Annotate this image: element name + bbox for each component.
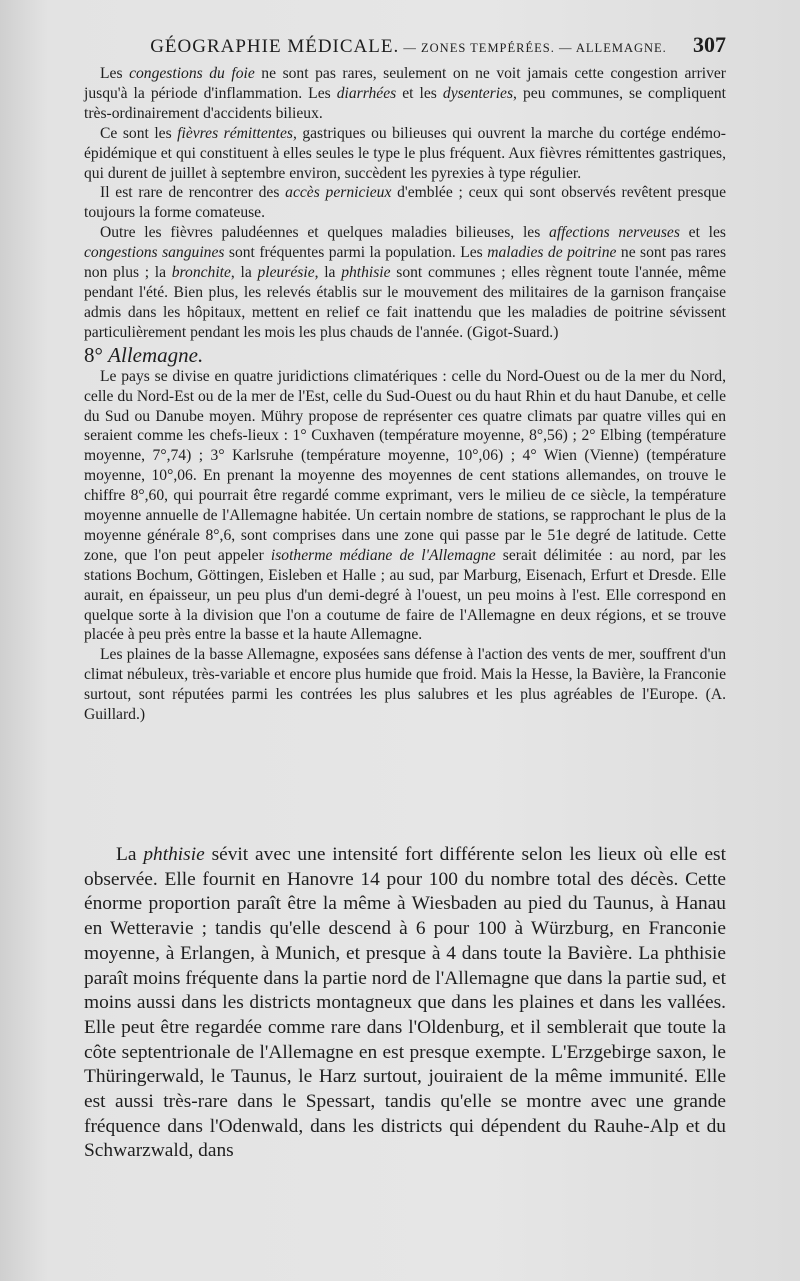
paragraph-phthisis: La phthisie sévit avec une intensité fort différente selon les lieux où elle est observée. Elle fournit en Hanovre 14 pour 100 du nombre total des décès. Cette énorme proportion paraît être la même à Wiesbaden au pied du Taunus, à Hanau en Wetteravie ; tandis qu'elle descend à 6 pour 100 à Würzburg, en Franconie moyenne, à Erlangen, à Munich, et presque à 4 dans toute la Bavière. La phthisie paraît moins fréquente dans la partie nord de l'Allemagne que dans la partie sud, et moins aussi dans les districts montagneux que dans les plaines et dans les vallées. Elle peut être regardée comme rare dans l'Oldenburg, et il semblerait que toute la côte septentrionale de l'Allemagne en est presque exempte. L'Erzgebirge saxon, le Thüringerwald, le Taunus, le Harz surtout, jouiraient de la même immunité. Elle est aussi très-rare dans le Spessart, tandis qu'elle se montre avec une grande fréquence dans l'Odenwald, dans les districts qui dépendent du Rauhe-Alp et du Schwarzwald, dans xyxy=(84,844,726,1162)
section-number: 8° xyxy=(84,342,109,367)
running-header xyxy=(84,32,726,56)
small-print-section xyxy=(84,64,726,725)
running-title-sub: — ZONES TEMPÉRÉES. — ALLEMAGNE. xyxy=(399,41,667,55)
paragraph-pernicious-attacks: Il est rare de rencontrer des accès pernicieux d'emblée ; ceux qui sont observés revêtent presque toujours la forme comateuse. xyxy=(84,184,726,222)
paragraph-liver-congestion: Les congestions du foie ne sont pas rares, seulement on ne voit jamais cette congestion arriver jusqu'à la période d'inflammation. Les diarrhées et les dysenteries, peu communes, se compliquent très-ordinairement d'accidents bilieux. xyxy=(84,65,727,122)
large-print-section xyxy=(84,843,726,1164)
section-heading xyxy=(84,343,726,367)
section-title: Allemagne. xyxy=(108,342,204,367)
running-title-main: GÉOGRAPHIE MÉDICALE. xyxy=(150,36,400,57)
paragraph-climatic-divisions: Le pays se divise en quatre juridictions climatériques : celle du Nord-Ouest ou de la mer du Nord, celle du Nord-Est ou de la mer de l'Est, celle du Sud-Ouest ou du haut Rhin et du haut Danube, et celle du Sud ou Danube moyen. Mühry propose de représenter ces quatre climats par quatre villes qui en seraient comme les chefs-lieux : 1° Cuxhaven (température moyenne, 8°,56) ; 2° Elbing (température moyenne, 7°,74) ; 3° Karlsruhe (température moyenne, 10°,06) ; 4° Wien (Vienne) (température moyenne, 10°,06. En prenant la moyenne des moyennes de cent stations allemandes, on trouve le chiffre 8°,60, qui pourrait être regardé comme exprimant, vers le milieu de ce siècle, la température moyenne annuelle de l'Allemagne habitée. Un certain nombre de stations, se rapprochant le plus de la moyenne générale 8°,6, sont comprises dans une zone qui passe par le 51e degré de latitude. Cette zone, que l'on peut appeler isotherme médiane de l'Allemagne serait délimitée : au nord, par les stations Bochum, Göttingen, Eisleben et Halle ; au sud, par Marburg, Eisenach, Erfurt et Dresde. Elle aurait, en épaisseur, un peu plus d'un demi-degré à l'ouest, un peu moins à l'est. Elle correspond en quelque sorte à la division que l'on a coutume de faire de l'Allemagne en deux régions, et se trouve placée à peu près entre la basse et la haute Allemagne. xyxy=(84,367,727,644)
paragraph-other-diseases: Outre les fièvres paludéennes et quelques maladies bilieuses, les affections nerveuses et les congestions sanguines sont fréquentes parmi la population. Les maladies de poitrine ne sont pas rares non plus ; la bronchite, la pleurésie, la phthisie sont communes ; elles règnent toute l'année, même pendant l'été. Bien plus, les relevés établis sur le mouvement des militaires de la garnison française admis dans les hôpitaux, mettent en relief ce fait inattendu que les maladies de poitrine sévissent particulièrement pendant les mois les plus chauds de l'année. (Gigot-Suard.) xyxy=(84,224,727,341)
running-title xyxy=(84,36,693,58)
page-number: 307 xyxy=(693,32,726,57)
paragraph-remittent-fevers: Ce sont les fièvres rémittentes, gastriques ou bilieuses qui ouvrent la marche du cortége endémo-épidémique et qui constituent à elles seules le type le plus fréquent. Aux fièvres rémittentes gastriques, qui durent de juillet à septembre environ, succèdent les pyrexies à type régulier. xyxy=(84,124,726,182)
paragraph-low-germany-plains: Les plaines de la basse Allemagne, exposées sans défense à l'action des vents de mer, souffrent d'un climat nébuleux, très-variable et encore plus humide que froid. Mais la Hesse, la Bavière, la Franconie surtout, sont réputées parmi les contrées les plus salubres et les plus agréables de l'Europe. (A. Guillard.) xyxy=(84,646,726,724)
